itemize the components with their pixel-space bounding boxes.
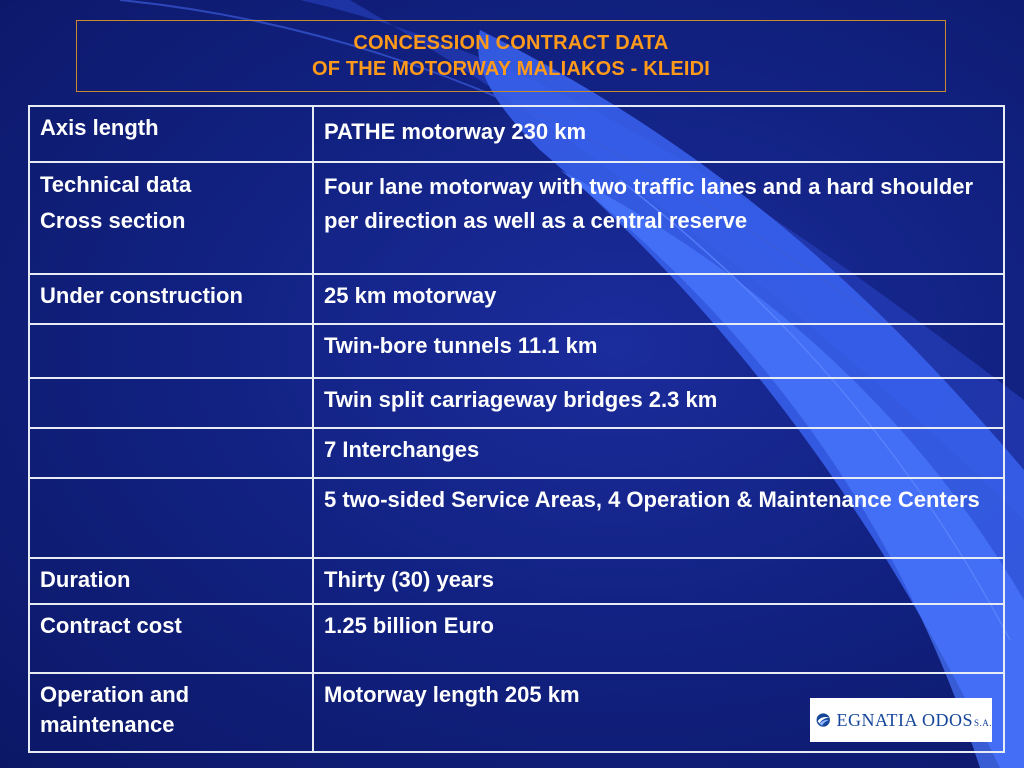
table-row bbox=[29, 428, 1004, 478]
table-row bbox=[29, 274, 1004, 324]
row-label-line: Technical data bbox=[40, 172, 192, 197]
table-row bbox=[29, 558, 1004, 604]
row-value: Twin split carriageway bridges 2.3 km bbox=[313, 378, 1004, 428]
logo-text bbox=[836, 710, 992, 731]
row-label: Axis length bbox=[29, 106, 313, 162]
row-label bbox=[29, 378, 313, 428]
row-value: PATHE motorway 230 km bbox=[313, 106, 1004, 162]
row-value: Twin-bore tunnels 11.1 km bbox=[313, 324, 1004, 378]
logo-suffix: S.A. bbox=[973, 717, 992, 728]
logo-name-2: ODOS bbox=[921, 709, 973, 730]
row-value: 1.25 billion Euro bbox=[313, 604, 1004, 673]
row-value: 25 km motorway bbox=[313, 274, 1004, 324]
egnatia-odos-logo bbox=[810, 698, 992, 742]
row-label: Under construction bbox=[29, 274, 313, 324]
contract-data-table bbox=[28, 105, 1005, 753]
row-value: 5 two-sided Service Areas, 4 Operation & Maintenance Centers bbox=[313, 478, 1004, 558]
table-row bbox=[29, 162, 1004, 274]
egnatia-logo-icon bbox=[816, 707, 830, 733]
row-label: Contract cost bbox=[29, 604, 313, 673]
title-line-2: OF THE MOTORWAY MALIAKOS - KLEIDI bbox=[311, 58, 711, 80]
row-label bbox=[29, 478, 313, 558]
row-label: Duration bbox=[29, 558, 313, 604]
row-value: 7 Interchanges bbox=[313, 428, 1004, 478]
row-value: Thirty (30) years bbox=[313, 558, 1004, 604]
title-box bbox=[76, 20, 946, 92]
title-line-1: CONCESSION CONTRACT DATA bbox=[353, 32, 669, 54]
row-label-line: Cross section bbox=[40, 208, 186, 233]
row-label bbox=[29, 428, 313, 478]
row-label bbox=[29, 162, 313, 274]
table-row bbox=[29, 604, 1004, 673]
row-value: Four lane motorway with two traffic lanes and a hard shoulder per direction as well as a central reserve bbox=[313, 162, 1004, 274]
row-value: Motorway length 205 km bbox=[313, 673, 1004, 752]
table-row bbox=[29, 478, 1004, 558]
row-label bbox=[29, 324, 313, 378]
table-row bbox=[29, 324, 1004, 378]
table-row bbox=[29, 378, 1004, 428]
table-row bbox=[29, 106, 1004, 162]
logo-name: EGNATIA bbox=[836, 709, 917, 730]
row-label: Operation and maintenance bbox=[29, 673, 313, 752]
